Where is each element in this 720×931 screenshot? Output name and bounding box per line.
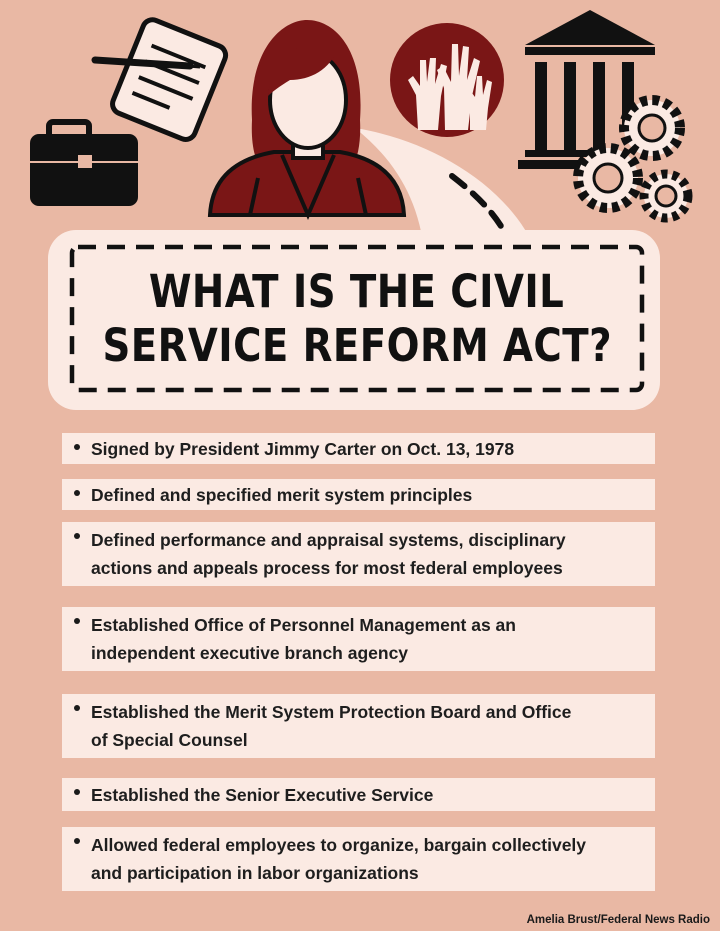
bullet-item	[62, 778, 655, 811]
bullet-dot	[74, 533, 80, 539]
bullet-text: Established the Senior Executive Service	[91, 784, 434, 805]
bullet-dot	[74, 705, 80, 711]
raised-hands-icon	[390, 23, 504, 137]
title-line-2: SERVICE REFORM ACT?	[102, 318, 612, 372]
bullet-text: Defined performance and appraisal systems, disciplinary actions and appeals process for most federal employees	[91, 530, 566, 578]
scroll-pen-icon	[95, 17, 229, 143]
bullet-item	[62, 827, 655, 891]
bullet-dot	[74, 444, 80, 450]
bullet-item	[62, 694, 655, 758]
bullet-item	[62, 607, 655, 671]
bullet-text: Established Office of Personnel Management as an independent executive branch agency	[91, 615, 516, 663]
credit-line: Amelia Brust/Federal News Radio	[526, 914, 710, 926]
bullet-item	[62, 433, 655, 464]
bullet-dot	[74, 618, 80, 624]
bullet-item	[62, 479, 655, 510]
bullet-text: Established the Merit System Protection Board and Office of Special Counsel	[91, 702, 572, 750]
bullet-text: Allowed federal employees to organize, bargain collectively and participation in labor organizations	[91, 835, 587, 883]
bullet-dot	[74, 490, 80, 496]
bullet-item	[62, 522, 655, 586]
briefcase-icon	[30, 122, 138, 206]
title-banner	[72, 247, 642, 390]
bullet-text: Defined and specified merit system principles	[91, 484, 473, 505]
bullet-dot	[74, 789, 80, 795]
bullet-dot	[74, 838, 80, 844]
bullet-text: Signed by President Jimmy Carter on Oct. 13, 1978	[91, 438, 515, 459]
woman-avatar-icon	[210, 20, 404, 215]
title-line-1: WHAT IS THE CIVIL	[149, 264, 565, 318]
